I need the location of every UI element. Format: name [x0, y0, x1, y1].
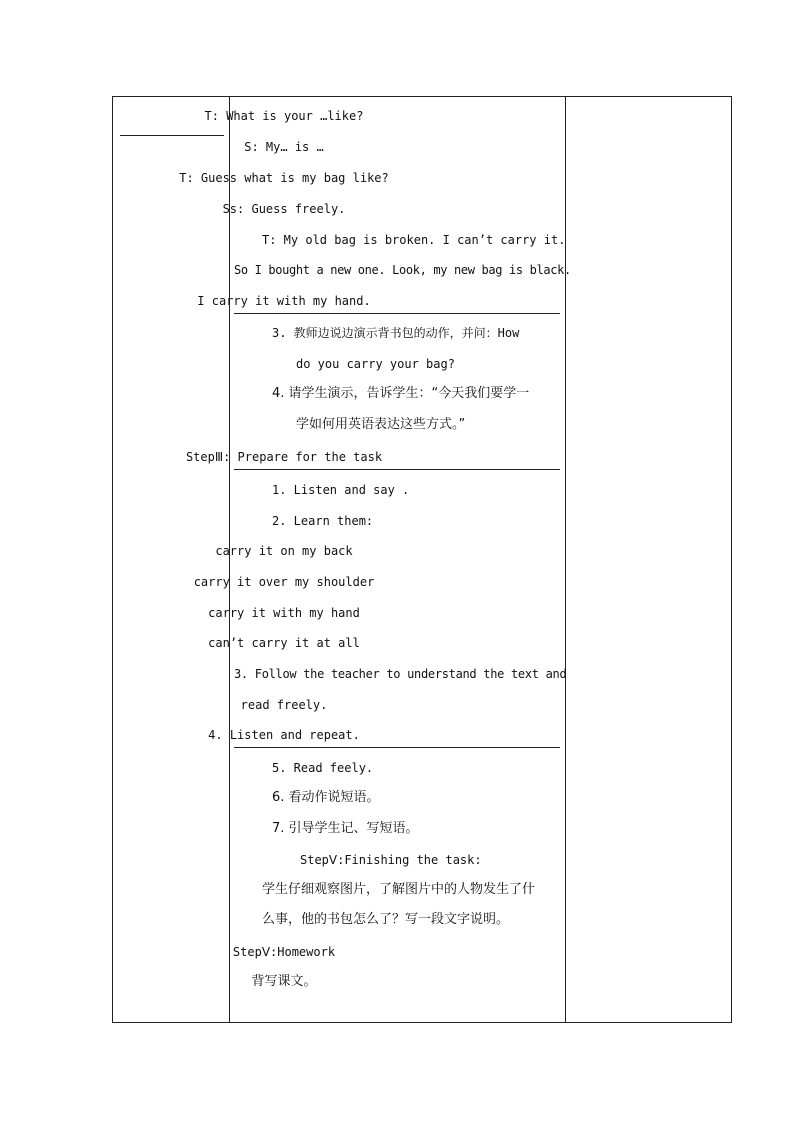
step3-heading: StepⅢ: Prepare for the task	[185, 450, 383, 464]
section-rule-1	[234, 313, 560, 314]
finish-heading: StepⅤ:Finishing the task:	[300, 853, 482, 867]
phrase-item: can’t carry it at all	[208, 636, 360, 650]
step3-item1: 1. Listen and say .	[272, 483, 410, 497]
step2-item3-line2: do you carry your bag?	[296, 357, 455, 371]
dialog-line: S: My… is …	[244, 140, 324, 154]
step2-item4-line1: 4. 请学生演示，告诉学生：“今天我们要学一	[272, 386, 530, 401]
phrase-item: carry it on my back	[215, 544, 353, 558]
dialog-line: T: My old bag is broken. I can’t carry it.	[262, 233, 566, 247]
phrase-item: carry it over my shoulder	[193, 575, 375, 589]
dialog-line: I carry it with my hand.	[197, 294, 371, 308]
step2-item3-line1: 3. 教师边说边演示背书包的动作，并问：How	[272, 326, 520, 340]
finish-text-line1: 学生仔细观察图片，了解图片中的人物发生了什	[262, 882, 536, 897]
step2-item4-line2: 学如何用英语表达这些方式。”	[296, 417, 466, 432]
homework-heading: StepⅤ:Homework	[232, 945, 336, 959]
dialog-line: T: What is your …like?	[204, 109, 364, 123]
dialog-line: T: Guess what is my bag like?	[179, 171, 389, 185]
finish-text-line2: 么事，他的书包怎么了？写一段文字说明。	[262, 912, 510, 927]
section-rule-2	[234, 469, 560, 470]
step3-item2: 2. Learn them:	[272, 514, 374, 528]
phrase-item: carry it with my hand	[208, 606, 360, 620]
dialog-line: Ss: Guess freely.	[222, 202, 346, 216]
left-column-rule	[120, 135, 224, 136]
dialog-line: So I bought a new one. Look, my new bag is black.	[234, 263, 571, 277]
step4-item7: 7. 引导学生记、写短语。	[272, 821, 419, 836]
homework-text: 背写课文。	[251, 974, 317, 989]
section-rule-3	[234, 747, 560, 748]
column-divider-left	[229, 97, 230, 1022]
step3-item3-line1: 3. Follow the teacher to understand the text and	[234, 667, 567, 681]
step4-item6: 6. 看动作说短语。	[272, 790, 380, 805]
section-rule-4	[234, 1022, 560, 1023]
step3-item4: 4. Listen and repeat.	[208, 728, 360, 742]
step4-item5: 5. Read feely.	[272, 761, 374, 775]
step3-item3-line2: read freely.	[240, 698, 328, 712]
